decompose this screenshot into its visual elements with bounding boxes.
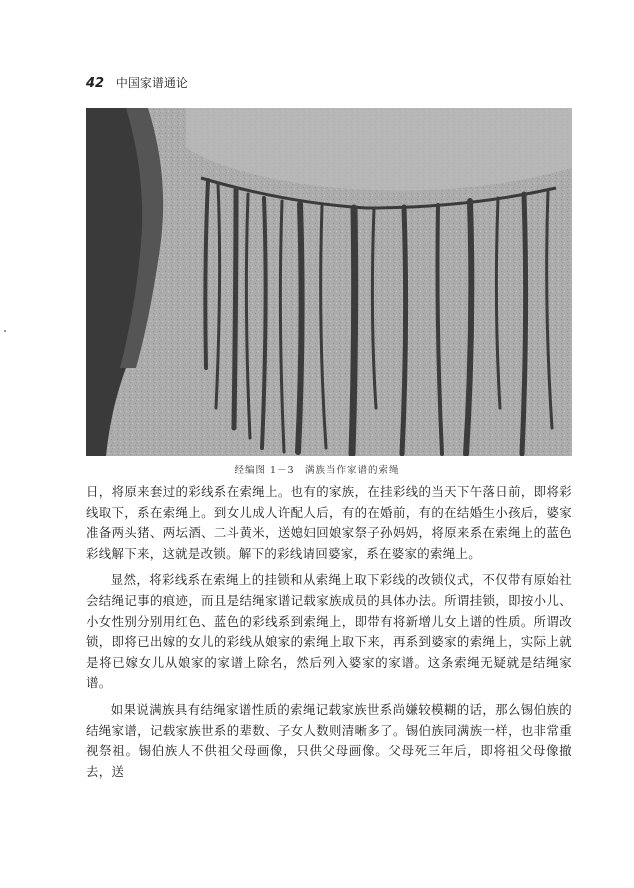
photo-rope-genealogy [86, 108, 572, 456]
book-title: 中国家谱通论 [115, 76, 188, 90]
paragraph-2: 显然，将彩线系在索绳上的挂锁和从索绳上取下彩线的改锁仪式，不仅带有原始社会结绳记事的痕迹，而且是结绳家谱记载家族成员的具体办法。所谓挂锁，即按小儿、小女性别分别用红色、蓝色的彩线系到索绳上，即带有将新增儿女上谱的性质。所谓改锁，即将已出嫁的女儿的彩线从娘家的索绳上取下来，再系到婆家的索绳上，实际上就是将已嫁女儿从娘家的家谱上除名，然后列入婆家的家谱。这条索绳无疑就是结绳家谱。 [86, 572, 572, 691]
paragraph-3: 如果说满族具有结绳家谱性质的索绳记载家族世系尚嫌较模糊的话，那么锡伯族的结绳家谱，记载家族世系的辈数、子女人数则清晰多了。锡伯族同满族一样，也非常重视祭祖。锡伯族人不供祖父母画像，只供父母画像。父母死三年后，即将祖父母像撤去，送 [86, 701, 572, 779]
body-text [86, 482, 572, 782]
running-header [86, 74, 188, 91]
paragraph-1: 日，将原来套过的彩线系在索绳上。也有的家族，在挂彩线的当天下午落日前，即将彩线取下，系在索绳上。到女儿成人许配人后，有的在婚前，有的在结婚生小孩后，婆家准备两头猪、两坛酒、二斗黄米，送媳妇回娘家祭子孙妈妈，将原来系在索绳上的蓝色彩线解下来，这就是改锁。解下的彩线请回婆家，系在婆家的索绳上。 [86, 484, 572, 561]
scan-speck [4, 330, 6, 332]
page-number: 42 [86, 76, 105, 91]
photo-illustration [86, 108, 572, 456]
figure-caption: 经编图 1－3 满族当作家谱的索绳 [234, 465, 400, 476]
